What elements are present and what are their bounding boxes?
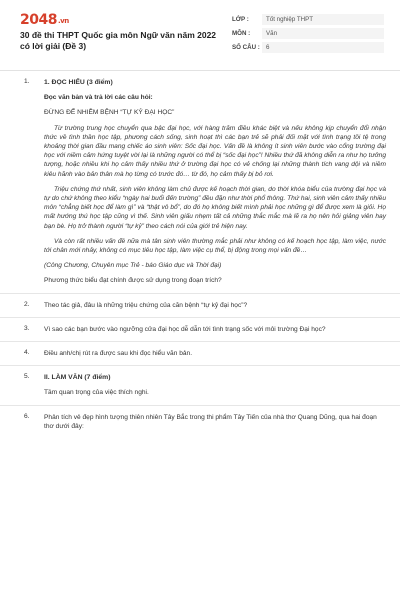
passage-source: (Công Chương, Chuyên mục Trẻ - báo Giáo dục và Thời đại) xyxy=(44,262,222,270)
question-number: 4. xyxy=(24,349,30,357)
instruction: Đọc văn bản và trả lời các câu hỏi: xyxy=(44,94,153,102)
passage-paragraph: Và còn rất nhiều vấn đề nữa mà tân sinh viên thường mắc phải như không có kế hoạch học tập, làm việc, nước tới chân mới nhảy, không có mục tiêu học tập, làm việc cụ thể, bị động trong mọi vấn đề… xyxy=(44,237,386,255)
question-5 xyxy=(0,373,400,397)
question-number: 2. xyxy=(24,300,30,308)
questions-list xyxy=(0,78,400,431)
meta-key: MÔN : xyxy=(232,29,251,37)
logo-suffix: .vn xyxy=(57,17,69,25)
question-divider xyxy=(0,341,400,342)
question-1 xyxy=(0,78,400,286)
question-number: 5. xyxy=(24,373,30,381)
page-header xyxy=(0,0,400,64)
passage-paragraph: Triệu chứng thứ nhất, sinh viên không làm chủ được kế hoạch thời gian, do thời khóa biểu của trường đại học và tự do chứ không theo kiểu “ngày hai buổi đến trường” đều đặn như thời phổ thông. Thứ hai, sinh viên cảm thấy nhiều môn “chẳng biết học để làm gì” và “thật vô bổ”, do đó họ không biết mình phải học những gì để được xem là giỏi. Họ mất hướng thú học tập cũng vì thế. Sinh viên giấu nhẹm tất cả những thắc mắc mà lẽ ra họ nên hỏi giảng viên hay bạn bè. Họ trở thành người “tự kỷ” theo cách nói của giới trẻ hiện nay. xyxy=(44,185,386,230)
question-divider xyxy=(0,317,400,318)
question-number: 1. xyxy=(24,78,30,85)
question-text: Điều anh/chị rút ra được sau khi đọc hiểu văn bản. xyxy=(44,350,193,358)
meta-row-count xyxy=(232,40,384,54)
meta-row-class xyxy=(232,12,384,26)
meta-value: Văn xyxy=(262,28,384,39)
question-number: 3. xyxy=(24,324,30,332)
meta-key: LỚP : xyxy=(232,15,249,23)
site-logo[interactable] xyxy=(20,12,69,28)
question-2 xyxy=(0,301,400,310)
section-title: II. LÀM VĂN (7 điểm) xyxy=(44,374,111,382)
meta-key: SỐ CÂU : xyxy=(232,43,260,51)
question-divider xyxy=(0,365,400,366)
logo-text: 2048 xyxy=(20,12,57,28)
passage-paragraph: Từ trường trung học chuyển qua bậc đại học, với hàng trăm điều khác biệt và nếu không kịp chuyển đổi nhận thức về tình thần học tập, phương cách sống, sinh hoạt thì các bạn trẻ sẽ phải đối mặt với tình trạng tồi tệ trong khoảng thời gian đầu mang chiếc áo sinh viên: Sốc đại học. Vấn đề là không ít sinh viên bước vào cổng trường đại học với niềm cảm hứng tuyệt vời lại là những người có thể bị “sốc đại học”! Nhiều thứ đã không diễn ra như họ tưởng tượng, hoặc nhiều khi họ cảm thấy nhiều thứ ở trường đại học có vẻ chống lại những thành tích vang dội và niềm kiêu hãnh vào bản thân mà họ từng có trước đó… từ đó, họ cảm thấy bị bỏ rơi. xyxy=(44,124,386,178)
question-text: Theo tác giả, đâu là những triệu chứng của căn bệnh “tự kỷ đại học”? xyxy=(44,301,248,309)
question-number: 6. xyxy=(24,412,30,420)
passage-title: ĐỪNG ĐỂ NHIỄM BỆNH “TỰ KỶ ĐẠI HỌC” xyxy=(44,109,175,117)
question-3 xyxy=(0,325,400,334)
question-6 xyxy=(0,413,400,431)
meta-value: 6 xyxy=(262,42,384,53)
meta-table xyxy=(232,12,384,54)
section-title: 1. ĐỌC HIỂU (3 điểm) xyxy=(44,79,113,86)
question-text: Vì sao các bạn bước vào ngưỡng cửa đại học dễ dẫn tới tình trạng sốc với môi trường Đại học? xyxy=(44,325,326,333)
question-text: Tầm quan trọng của việc thích nghi. xyxy=(44,389,149,397)
meta-row-subject xyxy=(232,26,384,40)
question-text: Phân tích vẻ đẹp hình tượng thiên nhiên Tây Bắc trong thi phẩm Tây Tiến của nhà thơ Quang Dũng, qua hai đoạn thơ dưới đây: xyxy=(44,413,377,430)
meta-value: Tốt nghiệp THPT xyxy=(262,14,384,25)
question-divider xyxy=(0,293,400,294)
question-divider xyxy=(0,405,400,406)
question-4 xyxy=(0,349,400,358)
question-prompt: Phương thức biểu đạt chính được sử dụng trong đoạn trích? xyxy=(44,277,222,285)
document-title: 30 đề thi THPT Quốc gia môn Ngữ văn năm 2022 có lời giải (Đề 3) xyxy=(20,30,217,51)
header-divider xyxy=(0,70,400,71)
